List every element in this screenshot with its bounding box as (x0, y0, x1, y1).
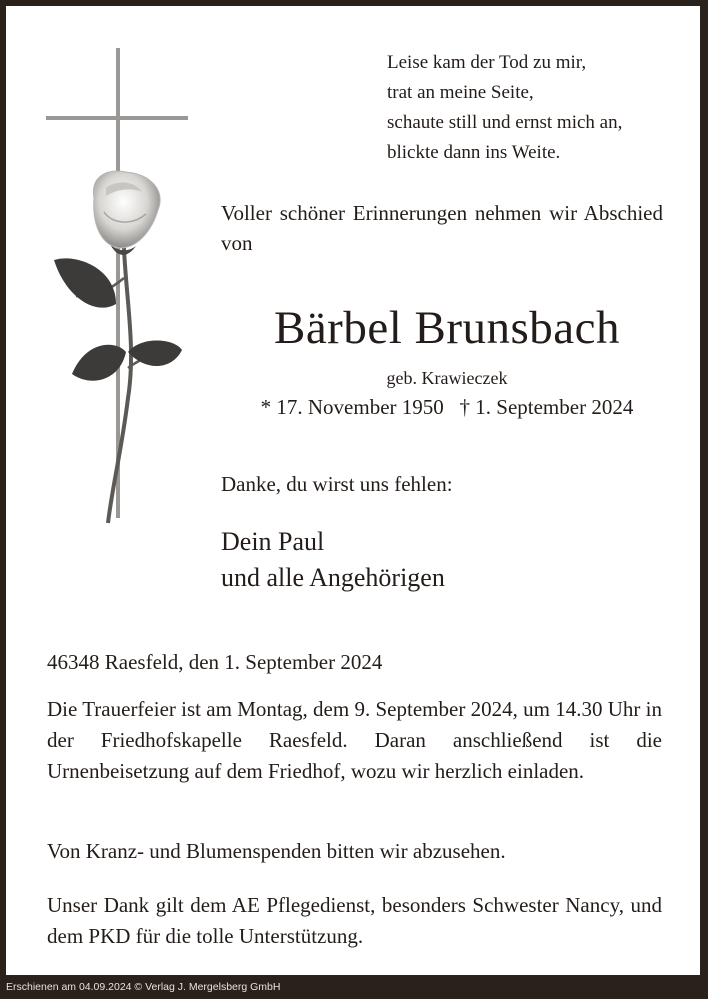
poem-line: blickte dann ins Weite. (387, 142, 561, 163)
maiden-name: geb. Krawieczek (386, 368, 508, 388)
poem-line: Leise kam der Tod zu mir, (387, 52, 587, 73)
signer-line: und alle Angehörigen (221, 563, 445, 592)
obituary-card (6, 6, 700, 975)
signer-line: Dein Paul (221, 527, 325, 556)
publication-footer: Erschienen am 04.09.2024 © Verlag J. Mergelsberg GmbH (6, 981, 281, 993)
ceremony-notice: Die Trauerfeier ist am Montag, dem 9. September 2024, um 14.30 Uhr in der Friedhofskapelle Raesfeld. Daran anschließend ist die Urnenbeisetzung auf dem Friedhof, wozu wir herzlich einladen. (47, 697, 662, 783)
place-date: 46348 Raesfeld, den 1. September 2024 (47, 650, 383, 674)
poem-line: trat an meine Seite, (387, 82, 534, 103)
signers (221, 524, 445, 596)
intro-text: Voller schöner Erinnerungen nehmen wir Abschied von (221, 201, 663, 255)
poem-line: schaute still und ernst mich an, (387, 112, 623, 133)
thanks-text: Danke, du wirst uns fehlen: (221, 472, 453, 496)
poem (387, 48, 622, 168)
flowers-notice: Von Kranz- und Blumenspenden bitten wir abzusehen. (47, 839, 506, 863)
cross-with-rose-icon (46, 48, 206, 528)
gratitude-notice: Unser Dank gilt dem AE Pflegedienst, besonders Schwester Nancy, und dem PKD für die tolle Unterstützung. (47, 893, 662, 948)
deceased-name: Bärbel Brunsbach (273, 302, 621, 354)
life-dates: * 17. November 1950 † 1. September 2024 (260, 395, 634, 419)
